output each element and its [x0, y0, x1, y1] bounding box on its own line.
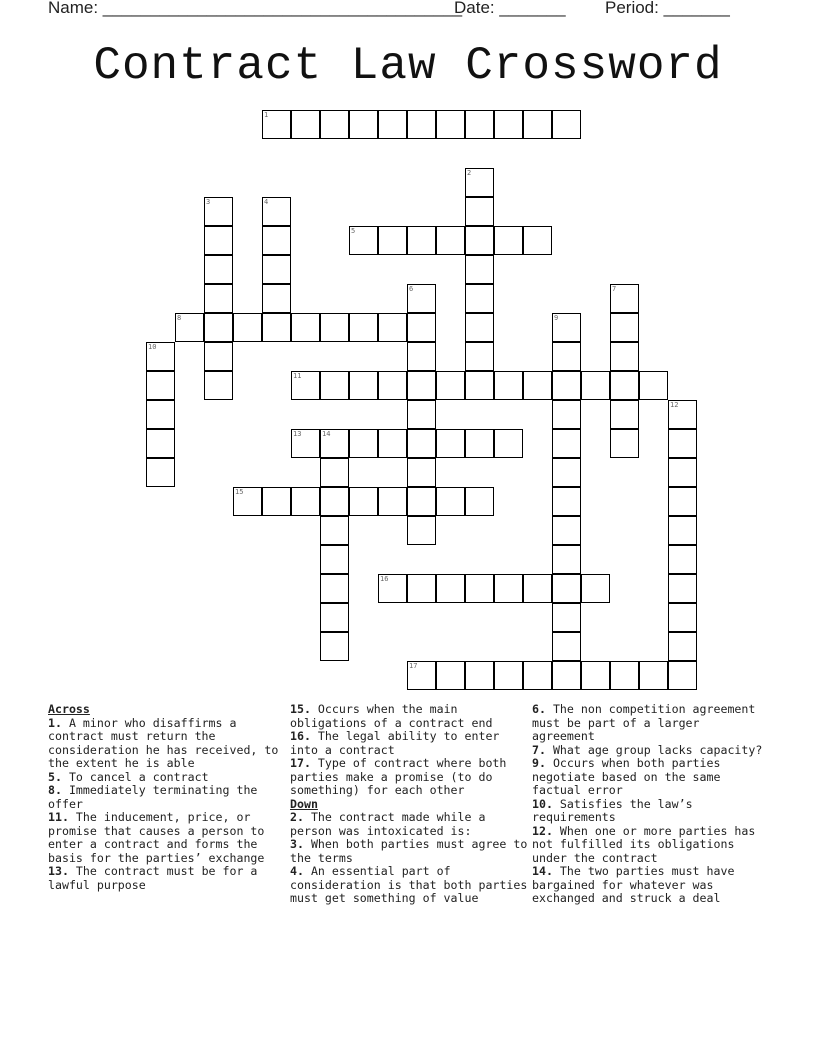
crossword-cell[interactable] [204, 284, 233, 313]
crossword-cell[interactable] [262, 487, 291, 516]
crossword-cell[interactable] [465, 429, 494, 458]
clue-item-text: The non competition agreement must be part of a larger agreement [532, 702, 756, 743]
crossword-cell[interactable] [465, 255, 494, 284]
crossword-cell[interactable] [407, 661, 436, 690]
crossword-cell[interactable] [146, 400, 175, 429]
crossword-cell[interactable] [378, 429, 407, 458]
crossword-cell[interactable] [494, 574, 523, 603]
crossword-cell[interactable] [378, 487, 407, 516]
clue-item-text: To cancel a contract [61, 769, 209, 784]
clue-item-number: 9. [532, 756, 546, 770]
crossword-cell[interactable] [407, 342, 436, 371]
clue-item-text: Occurs when the main obligations of a contract end [290, 702, 493, 730]
clue-item [290, 730, 528, 757]
clue-item-text: A minor who disaffirms a contract must return the consideration he has received, to the extent he is able [48, 715, 279, 770]
crossword-cell[interactable] [523, 574, 552, 603]
crossword-cell[interactable] [349, 487, 378, 516]
crossword-cell[interactable] [494, 371, 523, 400]
crossword-cell[interactable] [552, 458, 581, 487]
crossword-cell[interactable] [262, 110, 291, 139]
across-clue-list [48, 717, 280, 893]
crossword-cell[interactable] [320, 110, 349, 139]
crossword-cell[interactable] [146, 429, 175, 458]
crossword-cell[interactable] [668, 516, 697, 545]
crossword-cell[interactable] [465, 168, 494, 197]
clue-item-number: 15. [290, 702, 311, 716]
crossword-cell[interactable] [465, 342, 494, 371]
down-clue-list-continued [532, 703, 768, 906]
crossword-cell[interactable] [639, 661, 668, 690]
clues-column-1 [48, 703, 280, 892]
crossword-cell[interactable] [320, 574, 349, 603]
clue-item-number: 8. [48, 783, 62, 797]
clue-item-number: 16. [290, 729, 311, 743]
crossword-cell[interactable] [320, 429, 349, 458]
clue-item [290, 757, 528, 798]
crossword-cell[interactable] [465, 110, 494, 139]
crossword-cell[interactable] [146, 458, 175, 487]
clue-item-number: 17. [290, 756, 311, 770]
clue-item [532, 757, 768, 798]
clue-item-text: The contract must be for a lawful purpose [48, 864, 258, 892]
crossword-cell[interactable] [494, 110, 523, 139]
crossword-cell[interactable] [552, 632, 581, 661]
crossword-cell[interactable] [668, 661, 697, 690]
crossword-cell[interactable] [639, 371, 668, 400]
crossword-cell[interactable] [668, 429, 697, 458]
crossword-cell[interactable] [407, 400, 436, 429]
crossword-cell[interactable] [552, 342, 581, 371]
clue-number: 6 [409, 285, 414, 293]
clue-item-number: 3. [290, 837, 304, 851]
period-field-label: Period: _______ [605, 0, 730, 17]
crossword-cell[interactable] [581, 371, 610, 400]
crossword-cell[interactable] [465, 226, 494, 255]
clue-item [48, 865, 280, 892]
crossword-cell[interactable] [378, 574, 407, 603]
clue-item [48, 811, 280, 865]
crossword-cell[interactable] [610, 429, 639, 458]
clue-number: 13 [293, 430, 302, 438]
crossword-cell[interactable] [204, 226, 233, 255]
crossword-cell[interactable] [436, 574, 465, 603]
clue-item [290, 703, 528, 730]
crossword-cell[interactable] [523, 226, 552, 255]
crossword-cell[interactable] [291, 110, 320, 139]
crossword-cell[interactable] [552, 661, 581, 690]
clue-item-text: The legal ability to enter into a contract [290, 729, 500, 757]
crossword-cell[interactable] [523, 661, 552, 690]
crossword-cell[interactable] [436, 429, 465, 458]
clue-item [290, 838, 528, 865]
crossword-cell[interactable] [552, 400, 581, 429]
crossword-cell[interactable] [407, 284, 436, 313]
clue-item-number: 13. [48, 864, 69, 878]
crossword-cell[interactable] [175, 313, 204, 342]
clue-item [48, 771, 280, 785]
clue-number: 9 [554, 314, 559, 322]
crossword-cell[interactable] [407, 110, 436, 139]
crossword-cell[interactable] [552, 110, 581, 139]
clue-item-text: When one or more parties has not fulfilled its obligations under the contract [532, 823, 756, 865]
crossword-cell[interactable] [349, 313, 378, 342]
clue-item-text: The inducement, price, or promise that causes a person to enter a contract and forms the basis for the parties’ exchange [48, 810, 265, 865]
clue-item-text: The two parties must have bargained for whatever was exchanged and struck a deal [532, 864, 735, 905]
clue-item-number: 14. [532, 864, 553, 878]
crossword-cell[interactable] [146, 342, 175, 371]
crossword-cell[interactable] [320, 458, 349, 487]
clues-column-3 [532, 703, 768, 906]
crossword-cell[interactable] [465, 313, 494, 342]
clue-number: 15 [235, 488, 244, 496]
clue-item [532, 865, 768, 906]
clue-item-number: 5. [48, 769, 62, 784]
crossword-cell[interactable] [552, 516, 581, 545]
crossword-cell[interactable] [552, 574, 581, 603]
clue-item-number: 12. [532, 823, 553, 838]
crossword-cell[interactable] [436, 487, 465, 516]
clue-item-number: 10. [532, 796, 553, 811]
crossword-cell[interactable] [407, 226, 436, 255]
clue-item-text: Occurs when both parties negotiate based on the same factual error [532, 756, 721, 797]
crossword-cell[interactable] [204, 197, 233, 226]
clue-item-number: 7. [532, 742, 546, 757]
crossword-cell[interactable] [552, 603, 581, 632]
crossword-cell[interactable] [407, 429, 436, 458]
crossword-cell[interactable] [494, 226, 523, 255]
crossword-cell[interactable] [465, 661, 494, 690]
crossword-cell[interactable] [233, 487, 262, 516]
crossword-cell[interactable] [668, 632, 697, 661]
crossword-cell[interactable] [436, 661, 465, 690]
clue-item-text: Type of contract where both parties make a promise (to do something) for each other [290, 756, 507, 797]
crossword-cell[interactable] [465, 574, 494, 603]
crossword-cell[interactable] [552, 487, 581, 516]
clue-item-text: When both parties must agree to the terms [290, 837, 528, 865]
crossword-cell[interactable] [610, 400, 639, 429]
crossword-cell[interactable] [407, 458, 436, 487]
clue-item [48, 784, 280, 811]
clue-item-number: 1. [48, 715, 62, 730]
crossword-cell[interactable] [523, 110, 552, 139]
crossword-cell[interactable] [204, 371, 233, 400]
crossword-cell[interactable] [291, 371, 320, 400]
crossword-cell[interactable] [407, 516, 436, 545]
clue-item [532, 703, 768, 744]
clue-number: 12 [670, 401, 679, 409]
clue-number: 5 [351, 227, 356, 235]
crossword-cell[interactable] [465, 197, 494, 226]
crossword-cell[interactable] [465, 284, 494, 313]
crossword-cell[interactable] [436, 226, 465, 255]
clue-item-text: Immediately terminating the offer [48, 783, 258, 811]
crossword-cell[interactable] [552, 371, 581, 400]
crossword-cell[interactable] [378, 371, 407, 400]
clue-number: 11 [293, 372, 302, 380]
crossword-cell[interactable] [233, 313, 262, 342]
crossword-cell[interactable] [494, 661, 523, 690]
crossword-cell[interactable] [204, 255, 233, 284]
crossword-cell[interactable] [262, 313, 291, 342]
clue-number: 17 [409, 662, 418, 670]
crossword-cell[interactable] [668, 574, 697, 603]
crossword-cell[interactable] [465, 487, 494, 516]
crossword-cell[interactable] [146, 371, 175, 400]
clue-number: 4 [264, 198, 269, 206]
clue-item-number: 11. [48, 810, 69, 824]
clue-item-text: What age group lacks capacity? [545, 742, 763, 757]
crossword-cell[interactable] [610, 371, 639, 400]
crossword-cell[interactable] [407, 371, 436, 400]
crossword-cell[interactable] [349, 429, 378, 458]
crossword-cell[interactable] [552, 429, 581, 458]
crossword-cell[interactable] [581, 661, 610, 690]
crossword-cell[interactable] [668, 458, 697, 487]
across-clue-list-continued [290, 703, 528, 798]
clues-column-2 [290, 703, 528, 906]
crossword-cell[interactable] [349, 110, 378, 139]
crossword-cell[interactable] [320, 371, 349, 400]
crossword-cell[interactable] [668, 400, 697, 429]
page-title: Contract Law Crossword [93, 40, 723, 92]
clue-number: 8 [177, 314, 182, 322]
down-heading: Down [290, 796, 318, 811]
date-field-label: Date: _______ [454, 0, 566, 17]
clue-item [290, 811, 528, 838]
clue-number: 14 [322, 430, 331, 438]
crossword-cell[interactable] [262, 226, 291, 255]
crossword-cell[interactable] [262, 284, 291, 313]
crossword-cell[interactable] [320, 516, 349, 545]
crossword-cell[interactable] [436, 110, 465, 139]
crossword-cell[interactable] [436, 371, 465, 400]
crossword-cell[interactable] [668, 603, 697, 632]
crossword-cell[interactable] [291, 429, 320, 458]
crossword-cell[interactable] [523, 371, 552, 400]
clue-item-number: 4. [290, 864, 304, 878]
crossword-cell[interactable] [610, 661, 639, 690]
crossword-cell[interactable] [552, 545, 581, 574]
crossword-cell[interactable] [494, 429, 523, 458]
clue-item-number: 2. [290, 810, 304, 824]
name-field-label: Name: ______________________________________ [48, 0, 463, 17]
crossword-cell[interactable] [320, 545, 349, 574]
crossword-cell[interactable] [204, 342, 233, 371]
crossword-cell[interactable] [262, 197, 291, 226]
crossword-cell[interactable] [407, 313, 436, 342]
clue-number: 3 [206, 198, 211, 206]
crossword-cell[interactable] [320, 487, 349, 516]
crossword-cell[interactable] [407, 487, 436, 516]
clue-item [532, 798, 768, 825]
clue-item [532, 744, 768, 758]
clue-number: 2 [467, 169, 472, 177]
crossword-cell[interactable] [465, 371, 494, 400]
crossword-cell[interactable] [581, 574, 610, 603]
clue-item-text: The contract made while a person was intoxicated is: [290, 810, 486, 838]
across-heading: Across [48, 702, 90, 716]
clue-item [48, 717, 280, 771]
clue-number: 10 [148, 343, 157, 351]
crossword-cell[interactable] [407, 574, 436, 603]
crossword-cell[interactable] [378, 313, 407, 342]
clue-item-number: 6. [532, 702, 546, 716]
clue-item [532, 825, 768, 866]
crossword-cell[interactable] [668, 545, 697, 574]
crossword-cell[interactable] [610, 342, 639, 371]
crossword-cell[interactable] [610, 313, 639, 342]
crossword-cell[interactable] [262, 255, 291, 284]
clue-item [290, 865, 528, 906]
crossword-cell[interactable] [291, 313, 320, 342]
crossword-cell[interactable] [320, 313, 349, 342]
crossword-cell[interactable] [378, 110, 407, 139]
clue-number: 16 [380, 575, 389, 583]
crossword-cell[interactable] [320, 632, 349, 661]
crossword-cell[interactable] [668, 487, 697, 516]
crossword-cell[interactable] [320, 603, 349, 632]
clue-item-text: An essential part of consideration is that both parties must get something of value [290, 864, 528, 905]
clue-number: 7 [612, 285, 617, 293]
clue-item-text: Satisfies the law’s requirements [532, 796, 693, 824]
crossword-cell[interactable] [552, 313, 581, 342]
crossword-cell[interactable] [204, 313, 233, 342]
clue-number: 1 [264, 111, 269, 119]
crossword-cell[interactable] [349, 226, 378, 255]
crossword-cell[interactable] [291, 487, 320, 516]
crossword-cell[interactable] [610, 284, 639, 313]
crossword-cell[interactable] [349, 371, 378, 400]
down-clue-list [290, 811, 528, 906]
crossword-cell[interactable] [378, 226, 407, 255]
